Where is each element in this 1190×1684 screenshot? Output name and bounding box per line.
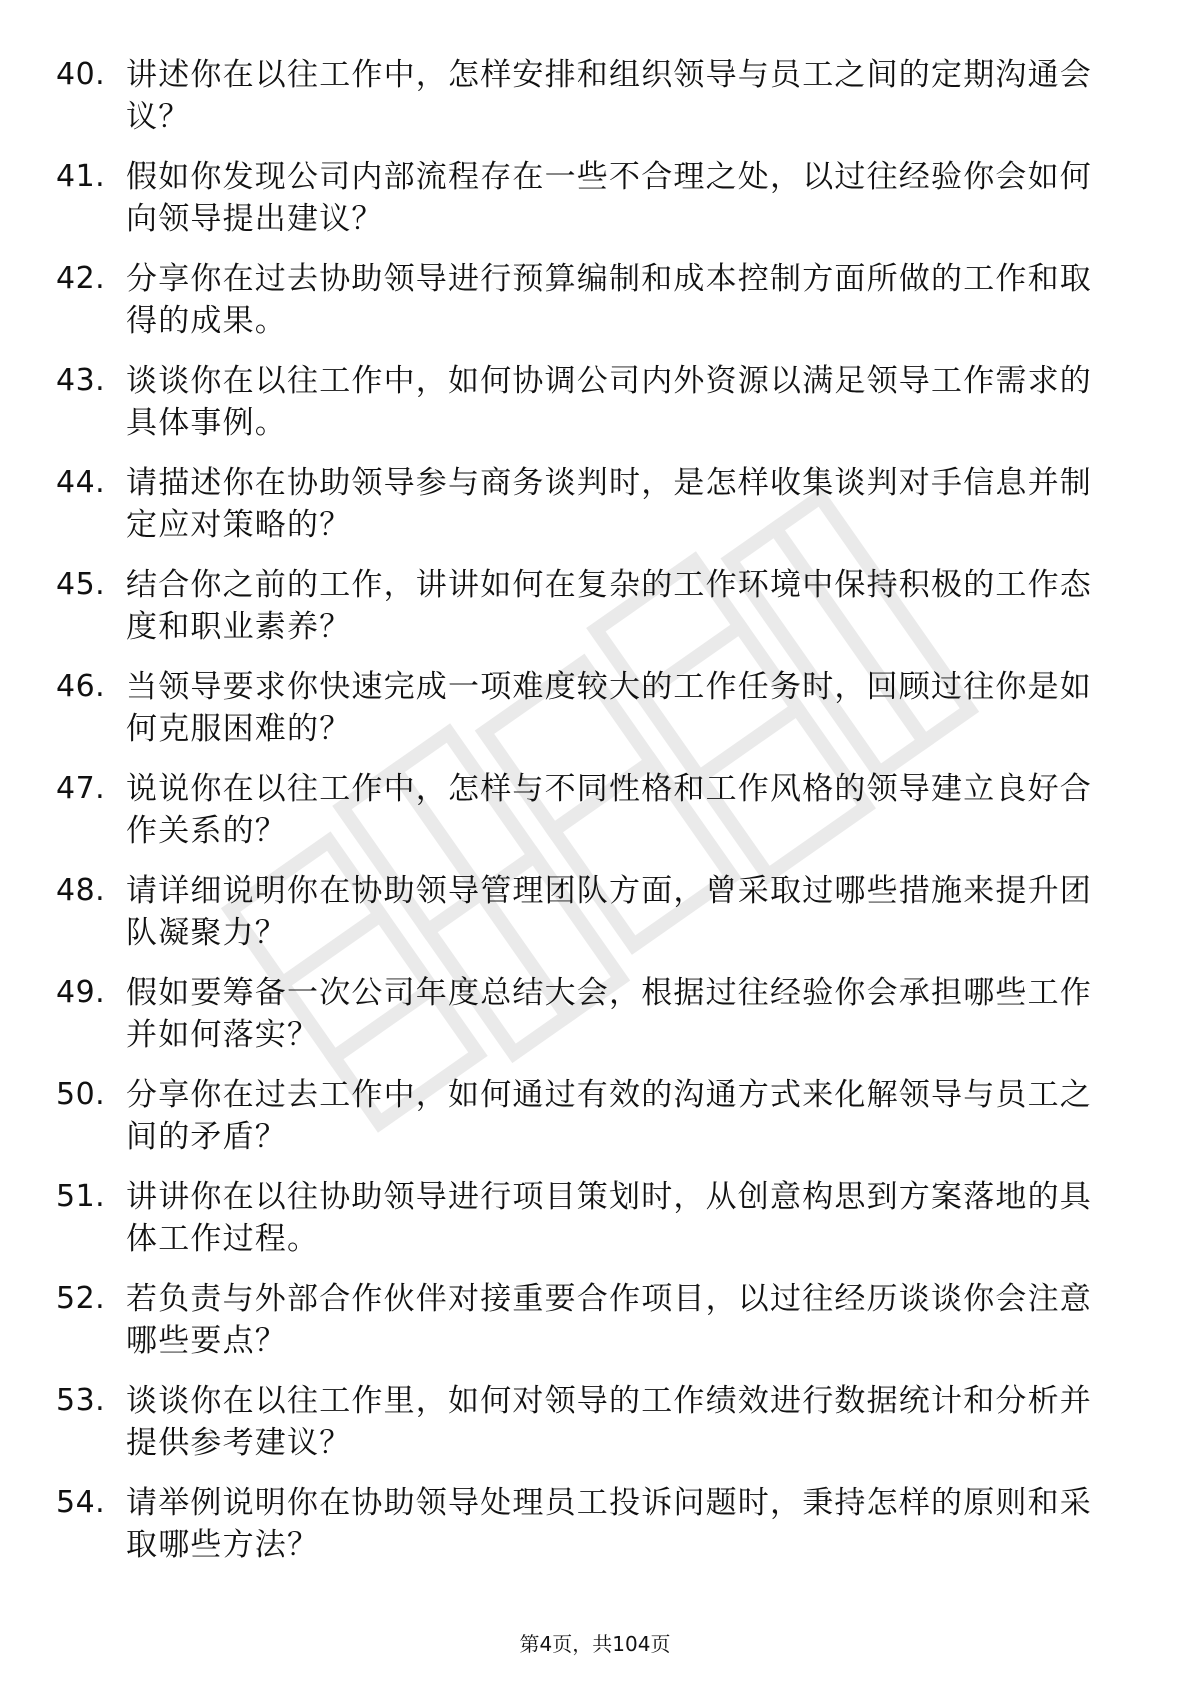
question-text: 谈谈你在以往工作里，如何对领导的工作绩效进行数据统计和分析并提供参考建议？ (126, 1383, 1092, 1461)
list-item (56, 972, 1116, 1074)
list-item (56, 1482, 1116, 1584)
question-text: 说说你在以往工作中，怎样与不同性格和工作风格的领导建立良好合作关系的？ (126, 771, 1092, 849)
question-text: 若负责与外部合作伙伴对接重要合作项目，以过往经历谈谈你会注意哪些要点？ (126, 1281, 1092, 1359)
question-number: 43. (56, 363, 106, 398)
question-text: 分享你在过去协助领导进行预算编制和成本控制方面所做的工作和取得的成果。 (126, 261, 1092, 339)
list-item (56, 1176, 1116, 1278)
list-item (56, 54, 1116, 156)
list-item (56, 462, 1116, 564)
question-text: 分享你在过去工作中，如何通过有效的沟通方式来化解领导与员工之间的矛盾？ (126, 1077, 1092, 1155)
question-text: 当领导要求你快速完成一项难度较大的工作任务时，回顾过往你是如何克服困难的？ (126, 669, 1092, 747)
list-item (56, 156, 1116, 258)
list-item (56, 564, 1116, 666)
question-number: 53. (56, 1383, 106, 1418)
question-number: 40. (56, 57, 106, 92)
list-item (56, 1074, 1116, 1176)
question-text: 谈谈你在以往工作中，如何协调公司内外资源以满足领导工作需求的具体事例。 (126, 363, 1092, 441)
list-item (56, 666, 1116, 768)
question-number: 46. (56, 669, 106, 704)
list-item (56, 360, 1116, 462)
question-number: 54. (56, 1485, 106, 1520)
question-number: 52. (56, 1281, 106, 1316)
list-item (56, 258, 1116, 360)
question-text: 请详细说明你在协助领导管理团队方面，曾采取过哪些措施来提升团队凝聚力？ (126, 873, 1092, 951)
question-list (56, 54, 1116, 1584)
question-number: 48. (56, 873, 106, 908)
list-item (56, 1278, 1116, 1380)
question-number: 42. (56, 261, 106, 296)
question-number: 50. (56, 1077, 106, 1112)
question-number: 45. (56, 567, 106, 602)
question-text: 结合你之前的工作，讲讲如何在复杂的工作环境中保持积极的工作态度和职业素养？ (126, 567, 1092, 645)
question-number: 51. (56, 1179, 106, 1214)
question-text: 讲讲你在以往协助领导进行项目策划时，从创意构思到方案落地的具体工作过程。 (126, 1179, 1092, 1257)
question-number: 47. (56, 771, 106, 806)
question-number: 49. (56, 975, 106, 1010)
list-item (56, 870, 1116, 972)
question-text: 请举例说明你在协助领导处理员工投诉问题时，秉持怎样的原则和采取哪些方法？ (126, 1485, 1092, 1563)
list-item (56, 768, 1116, 870)
page-number-footer: 第4页，共104页 (519, 1632, 671, 1656)
list-item (56, 1380, 1116, 1482)
question-text: 假如要筹备一次公司年度总结大会，根据过往经验你会承担哪些工作并如何落实？ (126, 975, 1092, 1053)
question-number: 41. (56, 159, 106, 194)
question-text: 讲述你在以往工作中，怎样安排和组织领导与员工之间的定期沟通会议？ (126, 57, 1092, 135)
question-number: 44. (56, 465, 106, 500)
question-text: 请描述你在协助领导参与商务谈判时，是怎样收集谈判对手信息并制定应对策略的？ (126, 465, 1092, 543)
question-text: 假如你发现公司内部流程存在一些不合理之处，以过往经验你会如何向领导提出建议？ (126, 159, 1092, 237)
